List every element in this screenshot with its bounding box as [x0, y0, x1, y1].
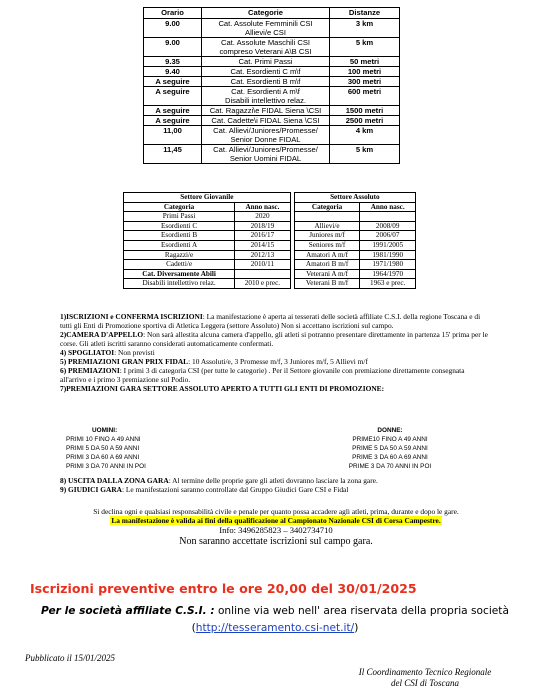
- schedule-time: A seguire: [144, 106, 202, 116]
- rule-6-lead: 6) PREMIAZIONI: [60, 366, 120, 375]
- settore-assoluto-title: Settore Assoluto: [294, 193, 415, 203]
- women-prize-item: PRIME 3 DA 60 A 69 ANNI: [352, 453, 428, 461]
- schedule-time: 11,00: [144, 126, 202, 145]
- rule-7-lead: 7)PREMIAZIONI GARA SETTORE ASSOLUTO APERTO A TUTTI GLI ENTI DI PROMOZIONE:: [60, 384, 385, 393]
- schedule-header-row: [144, 8, 400, 19]
- giovanile-year: 2012/13: [235, 250, 291, 260]
- schedule-row: [144, 77, 400, 87]
- assoluto-year: 1981/1990: [360, 250, 416, 260]
- schedule-row: [144, 106, 400, 116]
- schedule-distance: 100 metri: [330, 67, 400, 77]
- settori-table: [123, 192, 416, 289]
- rule-8: [60, 476, 492, 485]
- giovanile-category: Esordienti C: [124, 221, 235, 231]
- giovanile-year: 2018/19: [235, 221, 291, 231]
- schedule-category: Cat. Allievi/Juniores/Promesse/ Senior Donne FIDAL: [202, 126, 330, 145]
- assoluto-category: Juniores m/f: [294, 231, 360, 241]
- rule-1-text: : La manifestazione è aperta ai tesserati delle società affiliate C.S.I. della regione Toscana e di tutti gli Enti di Promozione sportiva di Atletica Leggera (settore Assoluto) Non si accettano iscrizioni sul campo.: [60, 312, 481, 330]
- schedule-category: Cat. Assolute Femminili CSI Allievi/e CSI: [202, 19, 330, 38]
- schedule-row: [144, 145, 400, 164]
- schedule-category: Cat. Esordienti A m\f Disabili intellettivo relaz.: [202, 87, 330, 106]
- assoluto-year: 1971/1980: [360, 260, 416, 270]
- giovanile-year: 2010 e prec.: [235, 279, 291, 289]
- rule-2-lead: 2)CAMERA D'APPELLO: [60, 330, 144, 339]
- g-col-categoria: Categoria: [124, 202, 235, 212]
- schedule-time: A seguire: [144, 87, 202, 106]
- women-prizes: [300, 427, 480, 472]
- rule-5-text: : 10 Assoluti/e, 3 Promesse m/f, 3 Juniores m/f, 5 Allievi m/f: [188, 357, 368, 366]
- assoluto-year: 2006/07: [360, 231, 416, 241]
- giovanile-category: Ragazzi/e: [124, 250, 235, 260]
- giovanile-category: Esordienti A: [124, 240, 235, 250]
- settori-header-row: [124, 202, 416, 212]
- signature-block: [320, 667, 530, 689]
- settori-row: [124, 240, 416, 250]
- schedule-distance: 1500 metri: [330, 106, 400, 116]
- schedule-time: 9.00: [144, 19, 202, 38]
- rule-1-lead: 1)ISCRIZIONI e CONFERMA ISCRIZIONI: [60, 312, 203, 321]
- schedule-distance: 5 km: [330, 145, 400, 164]
- settori-row: [124, 231, 416, 241]
- schedule-category: Cat. Allievi/Juniores/Promesse/ Senior Uomini FIDAL: [202, 145, 330, 164]
- info-phones: Info: 3496285823 – 3402734710: [219, 525, 333, 535]
- qualification-highlight: La manifestazione è valida ai fini della qualificazione al Campionato Nazionale CSI di Corsa Campestre.: [111, 516, 441, 525]
- settori-body: [124, 212, 416, 289]
- rule-9-text: : Le manifestazioni saranno controllate dal Gruppo Giudici Gare CSI e Fidal: [122, 485, 349, 494]
- assoluto-category: Seniores m/f: [294, 240, 360, 250]
- women-title: DONNE:: [377, 427, 403, 434]
- assoluto-category: Amatori B m/f: [294, 260, 360, 270]
- rules-section-2: [60, 476, 492, 494]
- schedule-category: Cat. Esordienti B m\f: [202, 77, 330, 87]
- men-prizes: [66, 427, 246, 472]
- settori-row: [124, 250, 416, 260]
- affiliate-lead: Per le società affiliate C.S.I. :: [41, 605, 215, 617]
- settori-row: [124, 212, 416, 222]
- rule-5-lead: 5) PREMIAZIONI GRAN PRIX FIDAL: [60, 357, 189, 366]
- rule-6: [60, 366, 492, 384]
- rule-1: [60, 312, 492, 330]
- schedule-distance: 4 km: [330, 126, 400, 145]
- rule-4-text: : Non previsti: [114, 348, 155, 357]
- schedule-distance: 50 metri: [330, 57, 400, 67]
- giovanile-year: 2016/17: [235, 231, 291, 241]
- rules-section: [60, 312, 492, 393]
- giovanile-category: Disabili intellettivo relaz.: [124, 279, 235, 289]
- rule-2: [60, 330, 492, 348]
- schedule-row: [144, 67, 400, 77]
- rule-7: [60, 384, 492, 393]
- schedule-row: [144, 126, 400, 145]
- giovanile-category: Esordienti B: [124, 231, 235, 241]
- rule-9: [60, 485, 492, 494]
- assoluto-year: 1964/1970: [360, 269, 416, 279]
- men-title: UOMINI:: [92, 427, 118, 434]
- giovanile-category: Cat. Diversamente Abili: [124, 269, 235, 279]
- giovanile-year: 2010/11: [235, 260, 291, 270]
- rule-4: [60, 348, 492, 357]
- schedule-time: 9.35: [144, 57, 202, 67]
- schedule-time: 9.00: [144, 38, 202, 57]
- g-col-anno: Anno nasc.: [235, 202, 291, 212]
- settore-giovanile-title: Settore Giovanile: [124, 193, 291, 203]
- disclaimer-text: Si declina ogni e qualsiasi responsabilità civile e penale per quanto possa accadere agli atleti, prima, durante e dopo le gare.: [93, 507, 459, 516]
- assoluto-category: [294, 212, 360, 222]
- assoluto-category: Veterani B m/f: [294, 279, 360, 289]
- schedule-time: A seguire: [144, 116, 202, 126]
- giovanile-year: 2020: [235, 212, 291, 222]
- schedule-row: [144, 57, 400, 67]
- rule-5: [60, 357, 492, 366]
- assoluto-year: 1963 e prec.: [360, 279, 416, 289]
- coord-line-1: Il Coordinamento Tecnico Regionale: [358, 667, 492, 677]
- assoluto-year: 1991/2005: [360, 240, 416, 250]
- men-prize-item: PRIMI 3 DA 60 A 69 ANNI: [66, 453, 140, 461]
- affiliate-notice: Per le società affiliate C.S.I. : online via web nell' area riservata della propria società (http://tesseramento.csi-net.it/): [41, 605, 509, 634]
- schedule-distance: 300 metri: [330, 77, 400, 87]
- header-categorie: Categorie: [202, 8, 330, 19]
- settori-row: [124, 279, 416, 289]
- giovanile-category: Cadetti/e: [124, 260, 235, 270]
- schedule-distance: 600 metri: [330, 87, 400, 106]
- a-col-categoria: Categoria: [294, 202, 360, 212]
- schedule-row: [144, 19, 400, 38]
- schedule-row: [144, 38, 400, 57]
- assoluto-category: Allievi/e: [294, 221, 360, 231]
- assoluto-year: [360, 212, 416, 222]
- rule-8-lead: 8) USCITA DALLA ZONA GARA: [60, 476, 169, 485]
- men-prize-item: PRIMI 3 DA 70 ANNI IN POI: [66, 462, 146, 470]
- women-prize-item: PRIME10 FINO A 49 ANNI: [352, 435, 428, 443]
- coord-line-2: del CSI di Toscana: [391, 678, 459, 688]
- giovanile-category: Primi Passi: [124, 212, 235, 222]
- schedule-distance: 5 km: [330, 38, 400, 57]
- schedule-category: Cat. Esordienti C m\f: [202, 67, 330, 77]
- rule-8-text: : Al termine delle proprie gare gli atleti dovranno lasciare la zona gare.: [168, 476, 378, 485]
- schedule-category: Cat. Ragazzi\e FIDAL Siena \CSI: [202, 106, 330, 116]
- assoluto-year: 2008/09: [360, 221, 416, 231]
- schedule-category: Cat. Assolute Maschili CSI compreso Veterani A\B CSI: [202, 38, 330, 57]
- assoluto-category: Veterani A m/f: [294, 269, 360, 279]
- schedule-time: 11,45: [144, 145, 202, 164]
- schedule-table: [143, 7, 400, 164]
- rule-9-lead: 9) GIUDICI GARA: [60, 485, 123, 494]
- disclaimer-section: [60, 507, 492, 548]
- settori-row: [124, 269, 416, 279]
- assoluto-category: Amatori A m/f: [294, 250, 360, 260]
- giovanile-year: [235, 269, 291, 279]
- settori-row: [124, 260, 416, 270]
- rule-2-text: : Non sarà allestita alcuna camera d'appello, gli atleti si potranno presentare direttamente in partenza 15' prima per le corse. Gli atleti iscritti saranno considerati automaticamente confermati.: [60, 330, 488, 348]
- men-prize-item: PRIMI 5 DA 50 A 59 ANNI: [66, 444, 140, 452]
- registration-link[interactable]: http://tesseramento.csi-net.it/: [195, 622, 355, 634]
- published-date: Pubblicato il 15/01/2025: [25, 653, 115, 663]
- schedule-body: [144, 19, 400, 164]
- men-prize-item: PRIMI 10 FINO A 49 ANNI: [66, 435, 141, 443]
- preventive-registration-notice: Iscrizioni preventive entro le ore 20,00 del 30/01/2025: [30, 581, 417, 596]
- giovanile-year: 2014/15: [235, 240, 291, 250]
- schedule-category: Cat. Cadette\i FIDAL Siena \CSI: [202, 116, 330, 126]
- no-field-registration: Non saranno accettate iscrizioni sul campo gara.: [179, 536, 373, 547]
- schedule-distance: 3 km: [330, 19, 400, 38]
- rule-4-lead: 4) SPOGLIATOI: [60, 348, 115, 357]
- women-prize-item: PRIME 3 DA 70 ANNI IN POI: [348, 462, 432, 470]
- schedule-time: A seguire: [144, 77, 202, 87]
- affiliate-text: online via web nell' area riservata della propria società: [214, 605, 509, 617]
- schedule-time: 9.40: [144, 67, 202, 77]
- schedule-category: Cat. Primi Passi: [202, 57, 330, 67]
- rule-6-text: : I primi 3 di categoria CSI (per tutte le categorie) . Per il Settore giovanile con premiazione direttamente consegnata all'arrivo e i primo 3 premiazione sul Podio.: [60, 366, 465, 384]
- settori-row: [124, 221, 416, 231]
- schedule-row: [144, 87, 400, 106]
- header-orario: Orario: [144, 8, 202, 19]
- schedule-distance: 2500 metri: [330, 116, 400, 126]
- settori-title-row: [124, 193, 416, 203]
- schedule-row: [144, 116, 400, 126]
- a-col-anno: Anno nasc.: [360, 202, 416, 212]
- header-distanze: Distanze: [330, 8, 400, 19]
- women-prize-item: PRIME 5 DA 50 A 59 ANNI: [352, 444, 428, 452]
